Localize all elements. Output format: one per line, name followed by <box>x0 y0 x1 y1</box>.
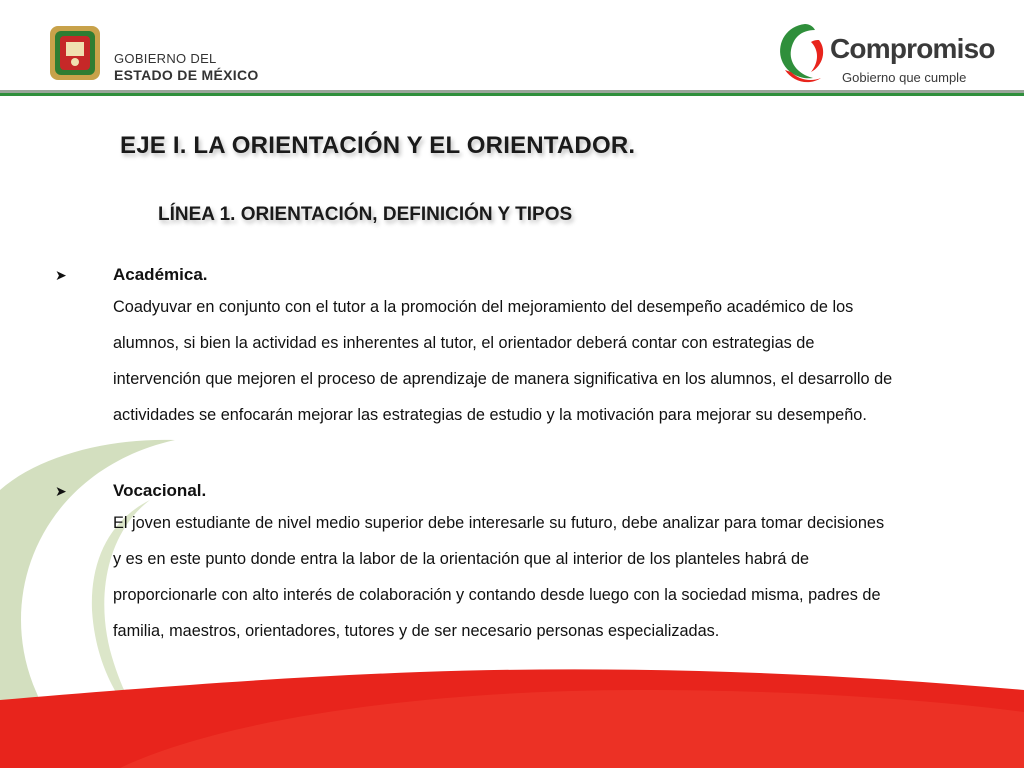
body-line: proporcionarle con alto interés de colaboración y contando desde luego con la sociedad misma, padres de <box>113 586 881 604</box>
slide-subtitle: LÍNEA 1. ORIENTACIÓN, DEFINICIÓN Y TIPOS <box>158 204 573 225</box>
arrowhead-bullet-icon: ➤ <box>55 267 67 283</box>
section-heading: Vocacional. <box>113 481 207 500</box>
body-line: alumnos, si bien la actividad es inherentes al tutor, el orientador deberá contar con estrategias de <box>113 334 815 352</box>
slide-title: EJE I. LA ORIENTACIÓN Y EL ORIENTADOR. <box>120 132 636 159</box>
header-divider-green <box>0 93 1024 96</box>
state-shield-logo-icon <box>44 22 106 84</box>
body-line: El joven estudiante de nivel medio superior debe interesarle su futuro, debe analizar para tomar decisiones <box>113 514 885 532</box>
gov-line1: GOBIERNO DEL <box>114 51 217 66</box>
section-body <box>113 289 998 433</box>
gov-line2: ESTADO DE MÉXICO <box>114 67 259 83</box>
body-line: familia, maestros, orientadores, tutores y de ser necesario personas especializadas. <box>113 622 720 640</box>
brand-name: Compromiso <box>830 33 995 64</box>
section-body <box>113 505 998 649</box>
brand-tagline: Gobierno que cumple <box>842 70 967 85</box>
government-name <box>114 51 259 83</box>
header <box>0 0 1024 100</box>
body-line: intervención que mejoren el proceso de aprendizaje de manera significativa en los alumnos, el desarrollo de <box>113 370 893 388</box>
arrowhead-bullet-icon: ➤ <box>55 483 67 499</box>
body-line: Coadyuvar en conjunto con el tutor a la promoción del mejoramiento del desempeño académico de los <box>113 298 854 316</box>
body-line: actividades se enfocarán mejorar las estrategias de estudio y la motivación para mejorar su desempeño. <box>113 406 867 424</box>
section-heading: Académica. <box>113 265 208 284</box>
body-line: y es en este punto donde entra la labor de la orientación que al interior de los planteles habrá de <box>113 550 810 568</box>
compromiso-swirl-logo-icon <box>775 20 829 84</box>
